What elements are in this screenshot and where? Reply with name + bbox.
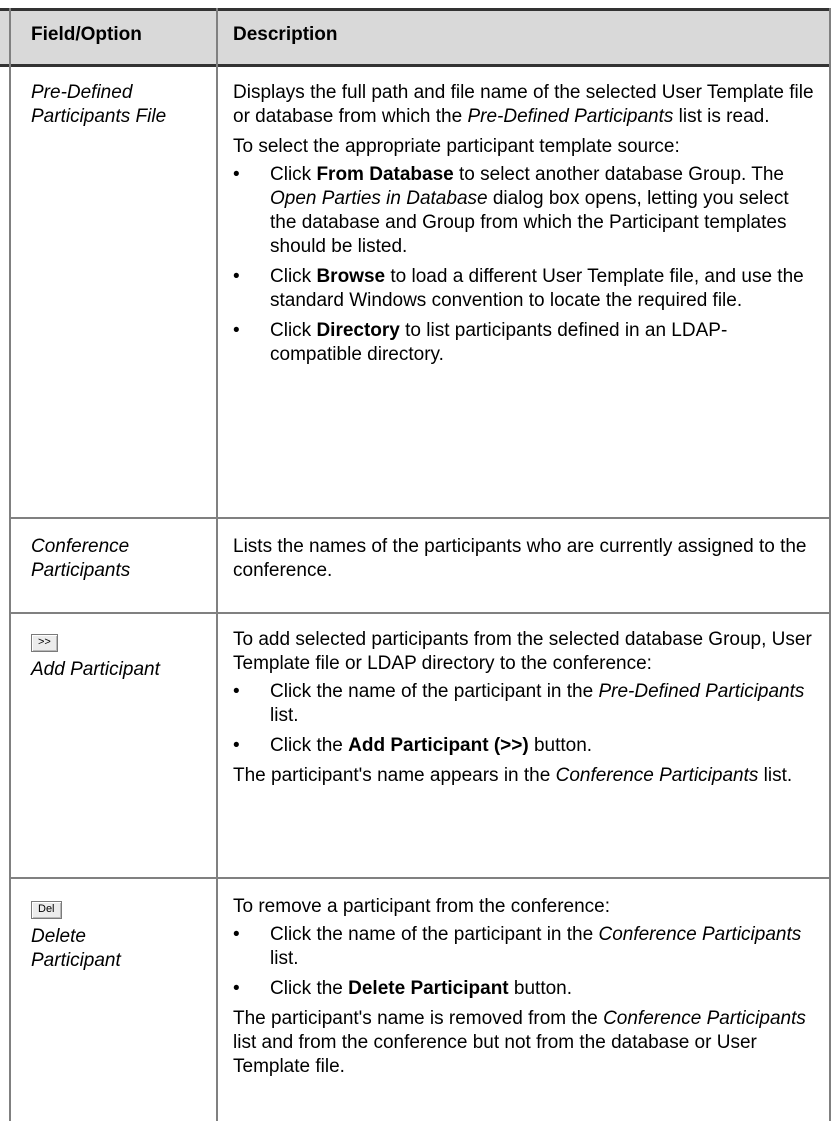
italic-text: Pre-Defined Participants: [467, 106, 674, 127]
description-paragraph: Lists the names of the participants who are currently assigned to the conference.: [233, 536, 807, 581]
bold-text: Directory: [316, 320, 400, 341]
description-paragraph: [233, 764, 818, 788]
italic-text: Pre-Defined Participants: [598, 681, 805, 702]
bullet-icon: •: [233, 978, 240, 999]
italic-text: Conference Participants: [598, 924, 802, 945]
bullet-icon: •: [233, 266, 240, 287]
text-run: Displays the full path and file name of the selected User Template file or database from which the: [233, 82, 814, 127]
row-divider: [9, 877, 831, 879]
field-label-line: Pre-Defined: [31, 82, 133, 103]
list-item: [233, 319, 818, 367]
field-label-line: Participant: [31, 950, 121, 971]
table-top-rule: [0, 8, 831, 11]
description-conference-participants: [233, 535, 818, 583]
text-run: list.: [758, 765, 793, 786]
text-run: Click the name of the participant in the: [270, 924, 599, 945]
field-label-line: Delete: [31, 926, 86, 947]
text-run: Click the name of the participant in the: [270, 681, 599, 702]
text-run: button.: [528, 735, 593, 756]
text-run: Click the: [270, 978, 349, 999]
field-label-line: Add Participant: [31, 659, 160, 680]
description-add-participant: [233, 628, 818, 788]
field-label-line: Participants: [31, 560, 131, 581]
text-run: list.: [270, 948, 299, 969]
field-delete-participant: [31, 895, 206, 973]
bullet-icon: •: [233, 924, 240, 945]
text-run: button.: [508, 978, 573, 999]
text-run: list.: [270, 705, 299, 726]
field-pre-defined-participants-file: [31, 81, 206, 129]
text-run: The participant's name appears in the: [233, 765, 556, 786]
bullet-icon: •: [233, 681, 240, 702]
bullet-list: [233, 163, 818, 367]
italic-text: Conference Participants: [555, 765, 759, 786]
column-divider: [216, 8, 218, 1121]
description-paragraph: [233, 81, 818, 129]
row-divider: [9, 517, 831, 519]
bullet-list: [233, 680, 818, 758]
description-paragraph: To remove a participant from the conference:: [233, 896, 611, 917]
bullet-icon: •: [233, 320, 240, 341]
delete-participant-button-image: Del: [31, 901, 62, 919]
list-item: [233, 923, 818, 971]
description-paragraph: [233, 1007, 818, 1079]
text-run: list is read.: [673, 106, 770, 127]
description-paragraph: To add selected participants from the selected database Group, User Template file or LDAP directory to the conference:: [233, 629, 812, 674]
description-pre-defined-participants-file: [233, 81, 818, 373]
description-delete-participant: [233, 895, 818, 1079]
bullet-icon: •: [233, 164, 240, 185]
text-run: list and from the conference but not from the database or User Template file.: [233, 1032, 757, 1077]
list-item: [233, 734, 818, 758]
left-border: [9, 8, 11, 1121]
bold-text: Add Participant (>>): [348, 735, 529, 756]
text-run: to select another database Group. The: [453, 164, 784, 185]
text-run: Click: [270, 266, 317, 287]
field-add-participant: [31, 628, 206, 682]
text-run: Click the: [270, 735, 349, 756]
bullet-list: [233, 923, 818, 1001]
italic-text: Open Parties in Database: [270, 188, 488, 209]
header-bottom-rule: [0, 64, 831, 67]
text-run: Click: [270, 164, 317, 185]
field-conference-participants: [31, 535, 206, 583]
field-label-line: Participants File: [31, 106, 167, 127]
italic-text: Conference Participants: [603, 1008, 806, 1029]
text-run: dialog box opens, letting you select the database and Group from which the Participant templates should be listed.: [270, 188, 789, 257]
text-run: to list participants defined in an LDAP-compatible directory.: [270, 320, 728, 365]
bold-text: From Database: [316, 164, 454, 185]
bullet-icon: •: [233, 735, 240, 756]
description-paragraph: To select the appropriate participant template source:: [233, 136, 680, 157]
row-divider: [9, 612, 831, 614]
text-run: to load a different User Template file, and use the standard Windows convention to locate the required file.: [270, 266, 804, 311]
bold-text: Delete Participant: [348, 978, 509, 999]
list-item: [233, 680, 818, 728]
list-item: [233, 977, 818, 1001]
field-label-line: Conference: [31, 536, 130, 557]
text-run: The participant's name is removed from the: [233, 1008, 604, 1029]
bold-text: Browse: [316, 266, 386, 287]
text-run: Click: [270, 320, 317, 341]
header-field-option: Field/Option: [31, 24, 142, 45]
header-description: Description: [233, 24, 338, 45]
list-item: [233, 265, 818, 313]
add-participant-button-image: >>: [31, 634, 58, 652]
list-item: [233, 163, 818, 259]
